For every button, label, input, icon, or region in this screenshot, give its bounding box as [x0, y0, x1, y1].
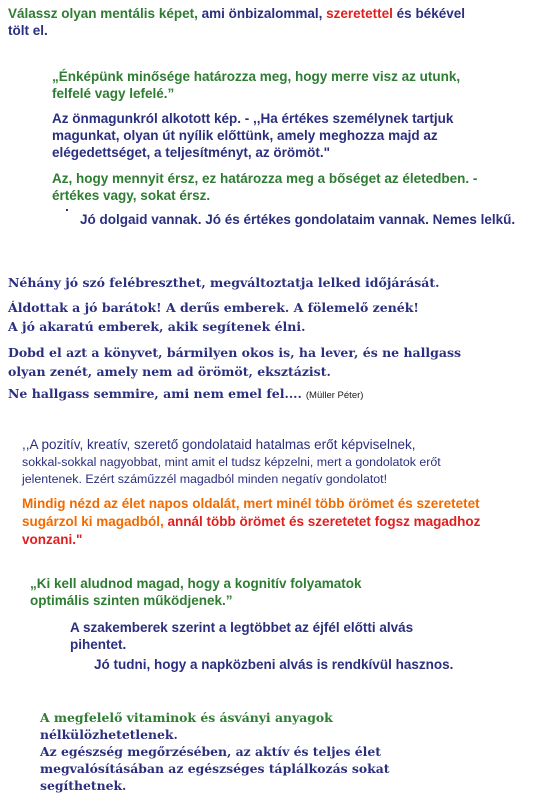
kind-words-line-6 — [8, 385, 363, 403]
intro-line-1 — [8, 6, 465, 21]
kind-words-line-3: A jó akaratú emberek, akik segítenek élni. — [8, 319, 306, 334]
kind-words-line-1: Néhány jó szó felébreszthet, megváltoztatja lelked időjárását. — [8, 275, 440, 290]
health-line-3: segíthetnek. — [40, 778, 127, 793]
self-image-paragraph-line-1: Az önmagunkról alkotott kép. - ,,Ha értékes személynek tartjuk — [52, 111, 454, 126]
sunny-side-red-part: annál több örömet és szeretetet fogsz magadhoz — [167, 514, 481, 529]
positive-thoughts-line-2: sokkal-sokkal nagyobbat, mint amit el tudsz képzelni, mert a gondolatok erőt — [22, 455, 441, 469]
vitamins-line-2: nélkülözhetetlenek. — [40, 727, 178, 742]
kind-words-line-5: olyan zenét, amely nem ad örömöt, eksztázist. — [8, 364, 331, 379]
worth-paragraph-line-1: Az, hogy mennyit érsz, ez határozza meg a bőséget az életedben. - — [52, 171, 478, 186]
kind-words-line-2: Áldottak a jó barátok! A derűs emberek. A fölemelő zenék! — [8, 300, 419, 315]
quote-author: (Müller Péter) — [305, 390, 364, 401]
positive-thoughts-line-1: ,,A pozitív, kreatív, szerető gondolataid hatalmas erőt képviselnek, — [22, 437, 416, 452]
sleep-experts-line-2: pihentet. — [70, 637, 127, 652]
sunny-side-line-2 — [22, 514, 480, 529]
health-line-1: Az egészség megőrzésében, az aktív és teljes élet — [40, 744, 381, 759]
intro-text-part4: és békével — [392, 6, 465, 21]
sunny-side-line-1: Mindig nézd az élet napos oldalát, mert minél több örömet és szeretetet — [22, 496, 480, 511]
intro-text-part2: ami önbizalommal, — [201, 6, 327, 21]
sleep-quote-line-2: optimális szinten működjenek.” — [30, 593, 233, 608]
nap-line: Jó tudni, hogy a napközbeni alvás is rendkívül hasznos. — [94, 657, 454, 672]
intro-text-part1: Válassz olyan mentális képet, — [8, 6, 202, 21]
quote-self-image-line-2: felfelé vagy lefelé.” — [52, 86, 175, 101]
positive-thoughts-line-3: jelentenek. Ezért száműzzél magadból minden negatív gondolatot! — [22, 472, 388, 486]
sleep-quote-line-1: „Ki kell aludnod magad, hogy a kognitív folyamatok — [30, 576, 362, 591]
worth-paragraph-line-2: értékes vagy, sokat érsz. — [52, 188, 211, 203]
intro-text-love: szeretettel — [326, 6, 393, 21]
self-image-paragraph-line-3: elégedettséget, a teljesítményt, az örömöt." — [52, 145, 330, 160]
sleep-experts-line-1: A szakemberek szerint a legtöbbet az éjfél előtti alvás — [70, 620, 414, 635]
sunny-side-orange-part: sugárzol ki magadból, — [22, 514, 168, 529]
sunny-side-line-3: vonzani." — [22, 532, 83, 547]
bullet-dot — [66, 209, 68, 211]
kind-words-last-sentence: Ne hallgass semmire, ami nem emel fel.... — [8, 386, 302, 401]
vitamins-line-1: A megfelelő vitaminok és ásványi anyagok — [40, 710, 333, 725]
self-image-paragraph-line-2: magunkat, olyan út nyílik előttünk, amely meghozza majd az — [52, 128, 438, 143]
kind-words-line-4: Dobd el azt a könyvet, bármilyen okos is, ha lever, és ne hallgass — [8, 345, 462, 360]
quote-self-image-line-1: „Énképünk minősége határozza meg, hogy merre visz az utunk, — [52, 69, 461, 84]
affirmation-line: Jó dolgaid vannak. Jó és értékes gondolataim vannak. Nemes lelkű. — [80, 212, 516, 227]
intro-line-2: tölt el. — [8, 23, 48, 38]
health-line-2: megvalósításában az egészséges táplálkozás sokat — [40, 761, 390, 776]
